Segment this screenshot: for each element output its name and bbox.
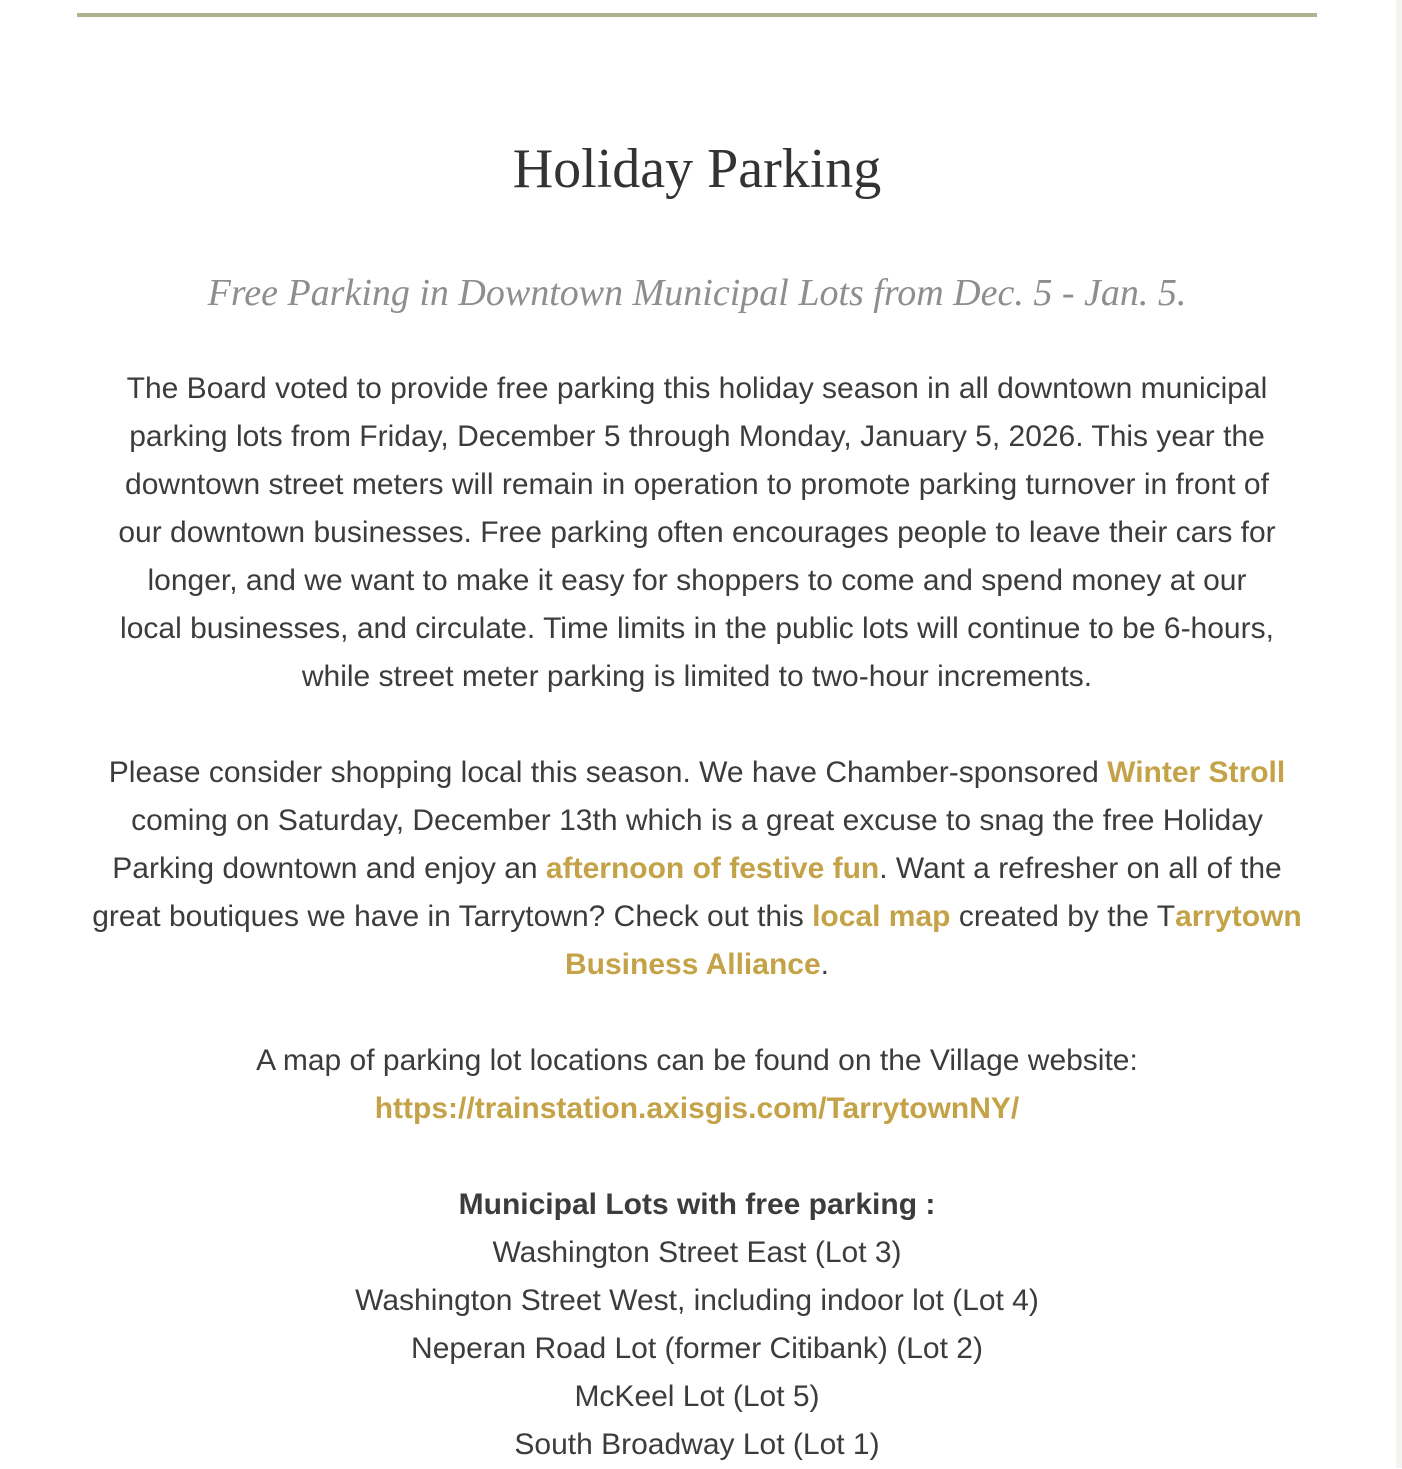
winter-stroll-link[interactable]: Winter Stroll xyxy=(1107,756,1286,789)
intro-line: while street meter parking is limited to two-hour increments. xyxy=(301,660,1093,693)
intro-paragraph xyxy=(77,365,1317,701)
list-item: Washington Street East (Lot 3) xyxy=(492,1236,902,1269)
map-info-text: A map of parking lot locations can be found on the Village website: xyxy=(256,1044,1138,1077)
page-edge xyxy=(1396,0,1402,1468)
lots-heading: Municipal Lots with free parking : xyxy=(458,1188,936,1221)
subtitle: Free Parking in Downtown Municipal Lots from Dec. 5 - Jan. 5. xyxy=(207,272,1187,314)
page-title: Holiday Parking xyxy=(512,138,882,200)
lots-list xyxy=(77,1181,1317,1469)
intro-line: parking lots from Friday, December 5 through Monday, January 5, 2026. This year the xyxy=(129,420,1265,453)
list-item: McKeel Lot (Lot 5) xyxy=(574,1380,820,1413)
festive-fun-link[interactable]: afternoon of festive fun xyxy=(545,852,880,885)
village-map-link[interactable]: https://trainstation.axisgis.com/TarrytownNY/ xyxy=(374,1092,1020,1125)
intro-line: downtown street meters will remain in operation to promote parking turnover in front of xyxy=(125,468,1269,501)
list-item: Neperan Road Lot (former Citibank) (Lot 2) xyxy=(411,1332,983,1365)
shop-local-text: created by the T xyxy=(950,900,1176,933)
intro-line: The Board voted to provide free parking this holiday season in all downtown municipal xyxy=(126,372,1268,405)
map-paragraph xyxy=(77,1037,1317,1133)
shop-local-text: Please consider shopping local this season. We have Chamber-sponsored xyxy=(108,756,1108,789)
shop-local-text: . Want a refresher on all of the great boutiques we have in Tarrytown? Check out this xyxy=(92,852,1282,933)
shop-local-text: . xyxy=(820,948,829,981)
shop-local-text: coming on Saturday, December 13th which is a great excuse to snag the free Holiday Parking downtown and enjoy an xyxy=(112,804,1263,885)
top-divider xyxy=(77,13,1317,17)
intro-line: our downtown businesses. Free parking often encourages people to leave their cars for xyxy=(118,516,1276,549)
list-item: Washington Street West, including indoor lot (Lot 4) xyxy=(355,1284,1039,1317)
article-content xyxy=(77,0,1317,1469)
business-alliance-link[interactable]: arrytown Business Alliance xyxy=(564,900,1302,981)
intro-line: local businesses, and circulate. Time limits in the public lots will continue to be 6-hours, xyxy=(120,612,1274,645)
intro-line: longer, and we want to make it easy for shoppers to come and spend money at our xyxy=(147,564,1247,597)
local-map-link[interactable]: local map xyxy=(812,900,951,933)
list-item: South Broadway Lot (Lot 1) xyxy=(514,1428,880,1461)
shop-local-paragraph xyxy=(77,749,1317,989)
